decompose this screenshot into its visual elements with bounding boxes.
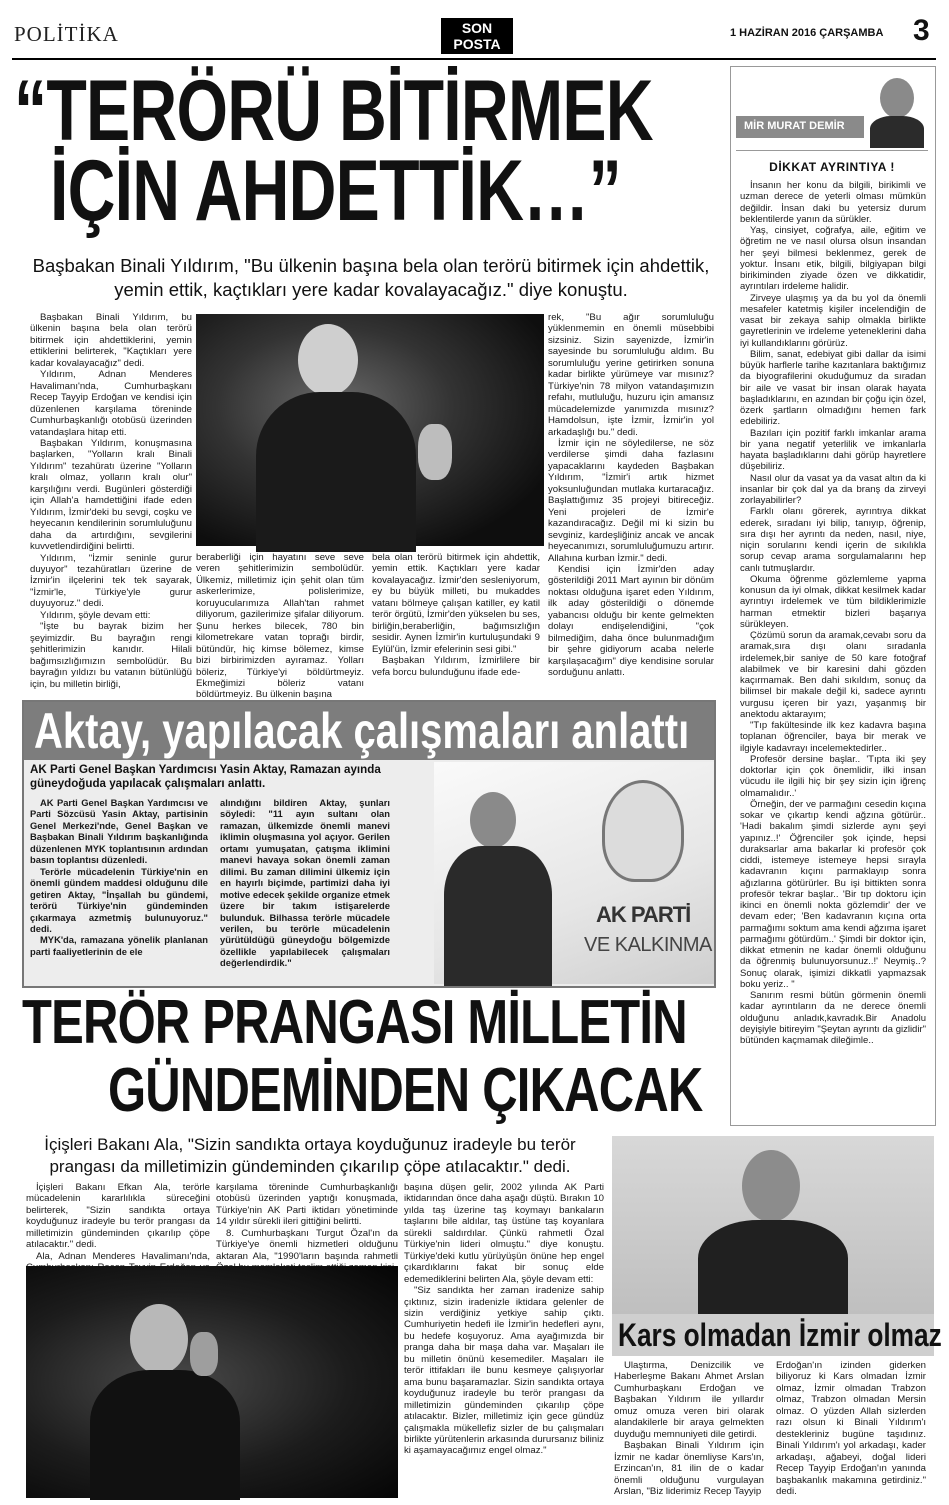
photo-figure-body	[90, 1370, 240, 1500]
ala-headline-line-1: TERÖR PRANGASI MİLLETİN	[22, 988, 687, 1057]
author-photo-head	[880, 78, 914, 118]
arslan-column-2	[776, 1360, 926, 1500]
paragraph: 8. Cumhurbaşkanı Turgut Özal'ın da Türkiye'ye önemli hizmetleri olduğunu aktaran Ala, "1990'ların başında rahmetli	[216, 1227, 398, 1262]
paragraph: Nasıl olur da vasat ya da vasat altın da ki insanlar bir çok dal ya da branş da zirveyi zorlayabilirler?	[740, 472, 926, 506]
headline-line-1: “TERÖRÜ BİTİRMEK	[14, 63, 653, 159]
newspaper-logo	[441, 18, 513, 54]
paragraph: Başbakan Binali Yıldırım için İzmir ne kadar önemliyse Kars'ın, Erzincan'ın, 81 ilin de o kadar önemli olduğunu vurgulayan Arslan, "Biz liderimiz Recep Tayyip	[614, 1440, 764, 1497]
author-rule	[736, 150, 928, 151]
photo-figure-head	[130, 1304, 188, 1374]
arslan-column-1	[614, 1360, 764, 1500]
paragraph: Terörle mücadelenin Türkiye'nin en önemli gündem maddesi olduğunu dile getiren Aktay, "İnşallah bu gündemi, terörü Türkiye'nin gündeminden çıkarmaya azmetmiş bulunuyoruz." dedi.	[30, 865, 208, 934]
speaker-body	[444, 846, 552, 986]
paragraph: bela olan terörü bitirmek için ahdettik, yemin ettik. Kaçtıkları yere kadar kovalayacağız. İzmir'den sesleniyorum, ey bu büyük milleti, bu mukaddes vatanı bölmeye çalışan katiller, ey katil terör örgütü, İzmir'den yükselen bu ses, birliğin,beraberliğin, bağımsızlığın sesidir. Aynen İzmir'in kurtuluşundaki 9 Eylül'ün, İzmir efelerinin sesi gibi."	[372, 552, 540, 655]
story1-column-4	[548, 312, 714, 692]
yildirim-photo	[196, 314, 544, 546]
paragraph: Başbakan Yıldırım, konuşmasına başlarken, "Yolların kralı Binali Yıldırım" tezahüratı üzerine "Yolların kralı olmaz, yolların kralı olur" karşılığını verdi. Bugünleri gösterdiği için Allah'a hamdettiğini ifade eden Yıldırım, İzmir'deki bu sevgi, coşku ve heyecanın kendilerinin sorumluluğunu daha da artırdığını, sevgilerini kuvvetlendirdiğini belirtti.	[30, 437, 192, 553]
ala-subhead: İçişleri Bakanı Ala, "Sizin sandıkta ortaya koyduğunuz iradeyle bu terör prangası da milletimizin gündeminden çıkarılıp çöpe atılacaktır." dedi.	[44, 1135, 576, 1176]
story1-column-1	[30, 312, 192, 690]
photo-figure-head	[298, 324, 358, 396]
author-photo	[866, 72, 926, 148]
paragraph: Ulaştırma, Denizcilik ve Haberleşme Bakanı Ahmet Arslan Cumhurbaşkanı Erdoğan ve Başbakan Yıldırım ile yıllardır omuz omuza veren biri olarak alandakilerle bir araya gelmekten duyduğu memnuniyeti dile getirdi.	[614, 1360, 764, 1440]
paragraph: rek, "Bu ağır sorumluluğu yüklenmemin en önemli müsebbibi sizsiniz. Sizin sayenizde, İzmir'in sayesinde bu sorumluluğu aldım. Bu sorumluluğu yerine getirirken sonuna kadar birlikte yürümeye var mısınız? Türkiye'nin 78 milyon vatandaşımızın refahı, mutluluğu, huzuru için amansız mücadelemizde yanımızda mısınız? Hamdolsun, işte İzmir, İzmir'in yol arkadaşlığı bu." dedi.	[548, 312, 714, 438]
ala-column-1	[26, 1182, 210, 1262]
paragraph: "Siz sandıkta her zaman iradenize sahip çıktınız, sizin iradenizle iktidara gelenler de sizin verdiğiniz yetkiye sahip çıktı. Cumhuriyetin hedefi ile İzmir'in hedefleri aynı, bu hedefe koşuyoruz. Ama ayağımızda bir pranga daha bir maşa daha var. Maşaları ile bu milletin önünü kesemediler. Maşaları ile terör ittifakları ile bunu kesmeye çalışıyorlar ama bunu başaramazlar. Sizin sandıkta ortaya koyduğunuz iradeyle bu terör prangası da milletimizin gündeminden çıkarılıp çöpe atılacaktır. Bizler, milletimiz için gece gündüz çalışmakla mükellefiz sizler de bu çalışmaları birlikte yürütenlerin arkasında durursanız biliniz ki aşamayacağımız engel olmaz."	[404, 1285, 604, 1457]
column-title: DİKKAT AYRINTIYA !	[769, 160, 895, 174]
ala-column-2	[216, 1182, 398, 1262]
arslan-headline: Kars olmadan İzmir olmaz	[618, 1317, 942, 1353]
photo-logo-text-1: AK PARTİ	[596, 902, 691, 927]
story1-subhead: Başbakan Binali Yıldırım, "Bu ülkenin başına bela olan terörü bitirmek için ahdettik, yemin ettik, kaçtıkları yere kadar kovalayacağız." diye konuştu.	[32, 255, 710, 300]
paragraph: İçişleri Bakanı Efkan Ala, terörle mücadelenin kararlılıkla süreceğini belirterek, "Sizin sandıkta ortaya koyduğunuz iradeyle bu terör prangası da milletimizin gündeminden çıkarılıp çöpe atılacaktır." dedi.	[26, 1182, 210, 1251]
aktay-headline: Aktay, yapılacak çalışmaları anlattı	[34, 703, 690, 759]
paragraph: Başbakan Binali Yıldırım, bu ülkenin başına bela olan terörü bitirmek için ahdettiklerini, yemin ettiklerini belirterek, "Kaçtıkları yere kadar kovalayacağız" dedi.	[30, 312, 192, 369]
paragraph: Okuma öğrenme gözlemleme yapma konusun da iyi olmak, dikkat kesilmek kadar ayrıntıyı irdelemek ve tüm bildiklerimizle harman etmektir bizleri başarıya sürükleyen.	[740, 573, 926, 630]
story1-column-2	[196, 552, 364, 701]
photo-figure-hand	[418, 424, 452, 480]
paragraph: Başbakan Yıldırım, İzmirlilere bir vefa borcu bulunduğunu ifade ede-	[372, 655, 540, 678]
paragraph: Yıldırım, şöyle devam etti:	[40, 609, 151, 621]
paragraph: alındığını bildiren Aktay, şunları söyledi: "11 ayın sultanı olan ramazan, ülkemizde önemli manevi iklimin oluşmasına yol açıyor. Gerilen ortamı yumuşatan, çatışma iklimini manevi havaya sokan önemli zaman dilimi. Bu zaman dilimini ülkemiz için en hayırlı biçimde, partimizi daha iyi motive edecek şekilde organize etmek üzere bir takım istişarelerde bulunduk. Bilhassa terörle mücadele verilen, bu terörle mücadelenin yürütüldüğü güneydoğu bölgemizde özellikle yapılabilecek çalışmaları değerlendirdik."	[220, 797, 390, 969]
paragraph: Yıldırım, Adnan Menderes Havalimanı'nda, Cumhurbaşkanı Recep Tayyip Erdoğan ve kendisi için düzenlenen karşılama töreninde Cumhurbaşkanlığı otobüsü üzerinden vatandaşlara hitap etti.	[30, 369, 192, 438]
paragraph: Yıldırım, "İzmir seninle gurur duyuyor" tezahüratları üzerine de İzmir'in ilçelerini tek tek sayarak, "İzmir'le, Türkiye'yle gurur duyuyoruz." dedi.	[30, 552, 192, 610]
headline-line-2: İÇİN AHDETTİK…”	[50, 143, 621, 239]
paragraph: İzmir için ne söyledilerse, ne söz verdilerse şimdi daha fazlasını yapacaklarını kaydeden Başbakan Yıldırım, "İzmir'i artık hizmet yoksunluğundan mutlaka kurtaracağız. Başlattığımız 35 projeyi bitireceğiz. Yeni projeleri de İzmir'e kazandıracağız. Değil mi ki sizin bu sevginiz, kardeşliğiniz ancak ve ancak heyecanımızı, sorumluluğumuzu artırır. Allahına kurban İzmir." dedi.	[548, 437, 714, 564]
paragraph: Farklı olanı görerek, ayrıntıya dikkat ederek, sıradanı iyi bilip, tanıyıp, öğrenip, sıra dışı her ayrıntı da neden, nasıl, niye, niçin sorularını kendi içerin de sıkılıkla sorup cevap arama sorgulamalarını hep canlı tutmuşlardır.	[740, 506, 926, 574]
aktay-photo	[434, 762, 714, 984]
bulb-logo-icon	[602, 780, 684, 882]
paragraph: Çözümü sorun da aramak,cevabı soru da aramak,sıra dışı olanı sıradanla irdelemek,bir saniye de 50 kare fotoğraf alabilmek ve bir karesini dahi gözden kaçırmamak. Ben dahi sıkıldım, sonuç da bilimsel bir makale değil ki, sadece ayrıntı vurgusu içeren bir yazı, yaşanmış bir anektodu aktarayım;	[740, 630, 926, 720]
section-label: POLİTİKA	[14, 22, 119, 46]
paragraph: Kendisi için İzmir'den aday gösterildiği 2011 Mart ayının bir dönüm noktası olduğuna işaret eden Yıldırım, ilk aday gösterildiği o dönemde yabancısı olduğu bir kente gelmekten dolayı endişelendiğini, "çok bilmediğim, daha önce bulunmadığım bir şehre gidiyorum acaba nelerle karşılaşacağım" diye kendisine sorular sorduğunu anlattı.	[548, 563, 714, 679]
logo-bottom: POSTA	[453, 36, 501, 52]
paragraph: AK Parti Genel Başkan Yardımcısı ve Parti Sözcüsü Yasin Aktay, partisinin Genel Merkezi'nde, Genel Başkan ve Başbakan Binali Yıldırım başkanlığında düzenlenen MYK toplantısının ardından basın toplantısı düzenledi.	[30, 797, 208, 866]
paragraph: Profesör dersine başlar.. 'Tıpta iki şey doktorlar için çok önemlidir, ilki insan vücudu ile ilgili hiç bir şey sizin için iğrenç olmamalıdır..'	[740, 753, 926, 799]
masthead-rule	[12, 58, 936, 60]
paragraph: "İşte bu bayrak bizim her şeyimizdir. Bu bayrağın rengi şehitlerimizin kanıdır. Hilali bağımsızlığımızın sembolüdür. Bu bayrağın yıldızı bu vatanın bütünlüğü için, bu milletin birliği,	[30, 621, 192, 690]
photo-figure-head	[742, 1150, 800, 1222]
aktay-column-1	[30, 797, 208, 983]
paragraph: Bilim, sanat, edebiyat gibi dallar da isimi büyük harflerle tarihe kazıtanlara baktığımız da biyografilerini okuduğumuz da sıradan bir aile ve vasat bir insan olarak hayata başladıklarını, en azından bir çoğu için özel, özerk şartların olmadığını hemen fark edebiliriz.	[740, 348, 926, 428]
photo-logo-text-2: VE KALKINMA	[584, 934, 712, 956]
paragraph: İnsanın her konu da bilgili, birikimli ve uzman derece de yeterli olması mümkün değildir. İnsan daki bu yetersiz durum beklentilerde yanın da sürükler.	[740, 180, 926, 225]
paragraph: MYK'da, ramazana yönelik planlanan parti faaliyetlerinin de ele	[30, 934, 208, 957]
logo-top: SON	[461, 20, 493, 36]
paragraph: Erdoğan'ın izinden giderken biliyoruz ki Kars olmadan İzmir olmaz, İzmir olmadan Trabzon olmaz, Trabzon olmadan Mersin olmaz. O yüzden Allah sizlerden razı olsun ki Binali Yıldırım'ı destekleriniz bugüne taşıdınız. Binali Yıldırım'ı yol arkadaşı, kader arkadaşı, ağabeyi, doğal lideri Recep Tayyip Erdoğan'ın yanında başbakanlık makamına getirdiniz." dedi.	[776, 1360, 926, 1497]
paragraph: beraberliği için hayatını seve seve veren şehitlerimizin sembolüdür. Ülkemiz, milletimiz için şehit olan tüm askerlerimize, polislerimize, koruyucularımıza Allah'tan rahmet diliyorum, gazilerimize şifalar diliyorum. Şunu herkes bilecek, 780 bin kilometrekare vatan toprağı birdir, bütündür, hiç kimse bölemez, kimse bizi birbirimizden ayıramaz. Yolları böleriz, Türkiye'yi böldürtmeyiz. Ekmeğimizi böleriz vatanı böldürtmeyiz. Bu ülkenin başına	[196, 552, 364, 701]
paragraph: Sanırım resmi bütün görmenin önemli kadar ayrıntıların da ne derece önemli olduğunu anladık,kavradık.Bir Anadolu deyişiyle bitireyim "Şeytan ayrıntı da gizlidir" bütünden kaçmamak dileğimle..	[740, 990, 926, 1046]
paragraph: Zirveye ulaşmış ya da bu yol da önemli mesafeler katetmiş kişiler incelendiğin de vasat bir zekaya sahip olmakla birlikte gayretlerinin ve irdeleme yeteneklerini daha iyi kullandıklarını görürüz.	[740, 292, 926, 349]
aktay-column-2	[220, 797, 390, 983]
ala-headline-line-2: GÜNDEMİNDEN ÇIKACAK	[108, 1056, 703, 1125]
photo-figure-body	[256, 392, 416, 552]
ala-column-3	[404, 1182, 604, 1500]
paragraph: karşılama töreninde Cumhurbaşkanlığı otobüsü üzerinden yaptığı konuşmada, Türkiye'nin AK Parti iktidarı yönetiminde 14 yıldır sürekli ileri gittiğini belirtti.	[216, 1182, 398, 1228]
column-body	[740, 180, 926, 1120]
page-number: 3	[913, 14, 930, 47]
paragraph: Yaş, cinsiyet, coğrafya, aile, eğitim ve öğretim ne ve nasıl olursa olsun insandan her şeyi bilmesi beklenmez, gerek de yoktur. İnsanı etik, bilgili, bilgiyapan bilgi birikiminden ziyade özen ve dikkatidir, ayrıntıları irdeleme halidir.	[740, 225, 926, 293]
paragraph: Bazıları için pozitif farklı imkanlar arama bir yana negatif yeterlilik ve imkanlarla hayata başladıklarını dahi görüp hayretlere düşebiliriz.	[740, 427, 926, 473]
ala-photo	[26, 1266, 398, 1498]
paragraph: "Tıp fakültesinde ilk kez kadavra başına toplanan öğrenciler, baya bir merak ve ilgiyle kadavrayı incelemektedirler..	[740, 720, 926, 754]
paragraph: Ala, Adnan Menderes Havalimanı'nda,	[36, 1250, 210, 1262]
author-photo-body	[870, 116, 924, 148]
aktay-subhead: AK Parti Genel Başkan Yardımcısı Yasin Aktay, Ramazan ayında güneydoğuda yapılacak çalışmaları anlattı.	[30, 763, 381, 790]
photo-figure-hand	[190, 1332, 218, 1376]
speaker-head	[470, 792, 516, 848]
story1-column-3	[372, 552, 540, 692]
photo-figure-body	[698, 1220, 848, 1316]
paragraph: Örneğin, der ve parmağını cesedin kıçına sokar ve çıkartıp kendi ağzına götürür.. 'Hadi bakalım şimdi sizlerde aynı şeyi yapınız..!' Öğrenciler şok içinde, hepsi duraksarlar ama bakarlar ki profesör çok ciddi, istemeye istemeye hepsi sırayla kadavranın kıçını parmaklayıp sonra ağızlarına götürürler. Bu işi bittikten sonra profesör tekrar başlar.. 'Bir tıp doktoru için ikinci en önemli nokta gözlemdir' der ve devam eder; 'Ben kadavranın kıçına orta parmağımı soktum ama kendi ağzıma işaret parmağımı götürdüm..' Şimdi bir doktor için, dikkat etmenin ne kadar önemli olduğunu da öğrenmiş bulunuyorsunuz..!' Neymiş..? Sonuç olarak, işimizi dikkatli yapmazsak boku yeriz.. "	[740, 798, 926, 990]
author-name: MİR MURAT DEMİR	[744, 120, 845, 132]
paragraph: başına düşen gelir, 2002 yılında AK Parti iktidarından önce daha aşağı düştü. Bırakın 10 yılda taş üzerine taş koymayı bankaların taşlarını bile aldılar, taş üstüne taş koyanlara sürekli saldırdılar. Çünkü rahmetli Özal Türkiye'nin lideri olmuştu." diye konuştu. Türkiye'deki kutlu yürüyüşün önüne hep engel çıkardıklarını fakat bir sonuç elde edemediklerini belirten Ala, şöyle devam etti:	[404, 1182, 604, 1285]
arslan-photo	[612, 1136, 934, 1314]
issue-date: 1 HAZİRAN 2016 ÇARŞAMBA	[730, 27, 884, 39]
